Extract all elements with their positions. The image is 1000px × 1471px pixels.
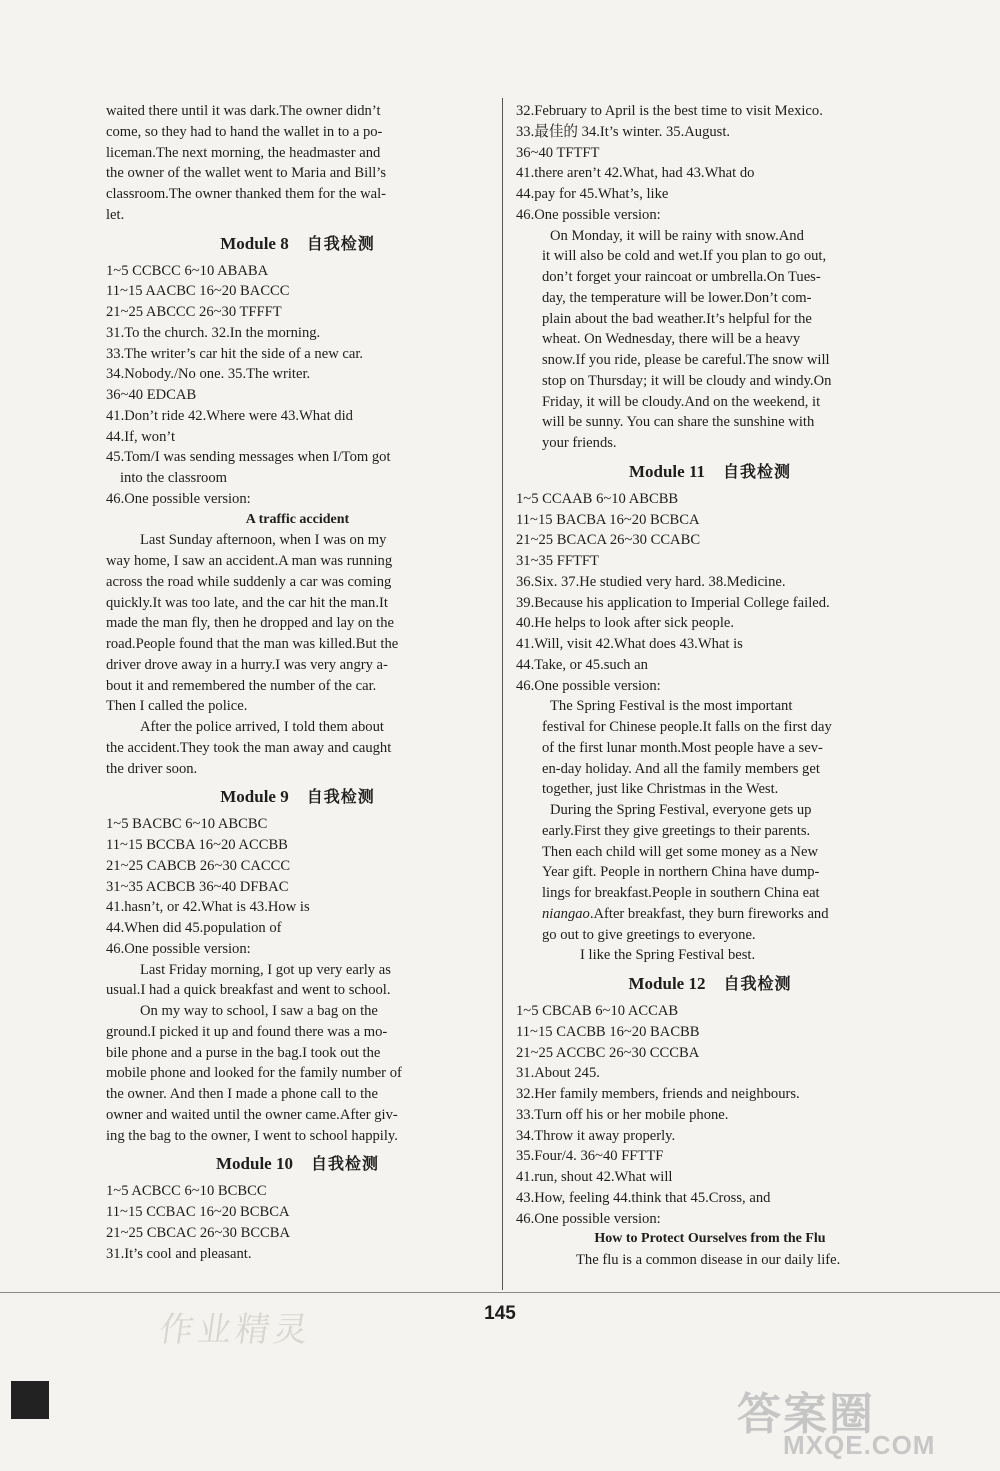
text-line: it will also be cold and wet.If you plan to go out, — [542, 248, 827, 265]
answer-line: 44.Take, or 45.such an — [516, 656, 648, 673]
answer-line: 39.Because his application to Imperial College failed. — [516, 594, 830, 611]
answer-line: 1~5 BACBC 6~10 ABCBC — [106, 816, 268, 833]
text-line: The Spring Festival is the most important — [550, 698, 793, 715]
text-line: ground.I picked it up and found there was a mo- — [106, 1023, 388, 1040]
module7-essay-ending — [106, 101, 489, 226]
module-title: Module 8 — [220, 233, 289, 253]
answer-line: 46.One possible version: — [516, 1210, 661, 1227]
text-line: the accident.They took the man away and caught — [106, 739, 392, 756]
module11-essay — [516, 696, 904, 966]
answer-line: 41.hasn’t, or 42.What is 43.How is — [106, 899, 310, 916]
text-line: don’t forget your raincoat or umbrella.On Tues- — [542, 269, 821, 285]
module-title-cn: 自我检测 — [310, 1154, 379, 1174]
answer-line: 1~5 ACBCC 6~10 BCBCC — [106, 1183, 267, 1200]
text-line: early.First they give greetings to their parents. — [542, 822, 811, 839]
module10-essay — [516, 226, 904, 454]
answer-line: 35.Four/4. 36~40 FFTTF — [516, 1148, 664, 1165]
text-line: Then each child will get some money as a New — [542, 843, 818, 860]
answer-line: 33.The writer’s car hit the side of a new car. — [106, 345, 364, 362]
answer-line: 41.run, shout 42.What will — [516, 1169, 673, 1185]
answer-line: 31.It’s cool and pleasant. — [106, 1245, 252, 1262]
italic-word: niangao — [542, 905, 590, 922]
answer-line: 46.One possible version: — [106, 940, 251, 957]
text-line: day, the temperature will be lower.Don’t com- — [542, 289, 812, 306]
answer-line: 36~40 EDCAB — [106, 387, 197, 403]
answer-line: 31~35 ACBCB 36~40 DFBAC — [106, 878, 289, 895]
text-line: driver drove away in a hurry.I was very angry a- — [106, 656, 388, 673]
text-line: usual.I had a quick breakfast and went to school. — [106, 982, 391, 999]
module12-heading — [516, 969, 904, 999]
answer-line: 11~15 AACBC 16~20 BACCC — [106, 283, 290, 300]
module-title: Module 10 — [216, 1154, 293, 1174]
text-line: road.People found that the man was killed.But the — [106, 636, 399, 652]
text-line: way home, I saw an accident.A man was running — [106, 553, 393, 569]
watermark-text: 作业精灵 — [156, 1310, 315, 1350]
text-line: the owner. And then I made a phone call to the — [106, 1086, 378, 1102]
text-fragment: .After breakfast, they burn fireworks and — [589, 905, 829, 922]
answer-line: 33.最佳的 34.It’s winter. 35.August. — [516, 123, 731, 140]
module8-answers — [106, 261, 489, 510]
text-line: together, just like Christmas in the West. — [542, 781, 779, 798]
module-title: Module 11 — [628, 461, 706, 481]
answer-line: 31~35 FFTFT — [516, 553, 599, 569]
answer-line: 46.One possible version: — [516, 206, 661, 223]
text-line: your friends. — [542, 435, 617, 451]
corner-mark — [11, 1381, 49, 1419]
left-column — [106, 101, 489, 1264]
text-line: mobile phone and looked for the family number of — [106, 1065, 402, 1082]
answer-line: 21~25 ACCBC 26~30 CCCBA — [516, 1044, 700, 1061]
module-title-cn: 自我检测 — [306, 787, 375, 807]
answer-line: 21~25 ABCCC 26~30 TFFFT — [106, 304, 282, 320]
module8-essay — [106, 530, 489, 779]
text-line: quickly.It was too late, and the car hit the man.It — [106, 594, 388, 611]
text-line: classroom.The owner thanked them for the wal- — [106, 186, 387, 202]
text-line: the driver soon. — [106, 760, 198, 777]
text-line: snow.If you ride, please be careful.The snow will — [542, 352, 830, 368]
answer-line: 33.Turn off his or her mobile phone. — [516, 1106, 729, 1123]
answer-line: 44.pay for 45.What’s, like — [516, 186, 669, 202]
text-line: let. — [106, 206, 125, 223]
text-line: will be sunny. You can share the sunshine with — [542, 414, 815, 431]
right-column — [516, 101, 904, 1271]
text-line: lings for breakfast.People in southern China eat — [542, 885, 820, 901]
text-line: come, so they had to hand the wallet in to a po- — [106, 123, 383, 140]
text-line: liceman.The next morning, the headmaster and — [106, 144, 381, 161]
answer-line: 1~5 CCBCC 6~10 ABABA — [106, 262, 269, 279]
answer-line: 11~15 CACBB 16~20 BACBB — [516, 1023, 700, 1040]
text-line: On my way to school, I saw a bag on the — [140, 1003, 378, 1019]
answer-line: 11~15 BCCBA 16~20 ACCBB — [106, 837, 288, 853]
answer-line: into the classroom — [120, 470, 228, 486]
watermark-logo-cn: 答案圈 — [737, 1389, 875, 1440]
module11-answers — [516, 489, 904, 697]
text-line: owner and waited until the owner came.After giv- — [106, 1106, 398, 1123]
answer-line: 21~25 CBCAC 26~30 BCCBA — [106, 1224, 291, 1241]
module12-answers — [516, 1001, 904, 1229]
text-line: plain about the bad weather.It’s helpful for the — [542, 310, 812, 327]
answer-line: 40.He helps to look after sick people. — [516, 615, 735, 632]
text-line: Last Friday morning, I got up very early as — [140, 961, 391, 978]
module11-heading — [516, 457, 904, 487]
text-line: the owner of the wallet went to Maria and Bill’s — [106, 165, 387, 182]
module-title-cn: 自我检测 — [306, 233, 375, 253]
answer-line: 21~25 CABCB 26~30 CACCC — [106, 857, 291, 874]
essay-title: How to Protect Ourselves from the Flu — [594, 1231, 826, 1247]
answer-line: 45.Tom/I was sending messages when I/Tom got — [106, 449, 391, 466]
answer-line: 44.If, won’t — [106, 428, 176, 445]
module-title-cn: 自我检测 — [723, 461, 792, 481]
answer-line: 34.Throw it away properly. — [516, 1127, 676, 1144]
text-line — [516, 904, 904, 925]
module9-answers — [106, 814, 489, 959]
text-line: wheat. On Wednesday, there will be a heavy — [542, 331, 801, 348]
answer-line: 41.Will, visit 42.What does 43.What is — [516, 636, 743, 652]
module10-heading — [106, 1149, 489, 1179]
text-line: stop on Thursday; it will be cloudy and windy.On — [542, 372, 832, 389]
text-line: During the Spring Festival, everyone gets up — [550, 802, 812, 818]
answer-line: 43.How, feeling 44.think that 45.Cross, and — [516, 1189, 771, 1206]
module-title-cn: 自我检测 — [723, 974, 792, 993]
text-line: bout it and remembered the number of the car. — [106, 677, 377, 694]
module8-heading — [106, 229, 489, 259]
answer-line: 1~5 CCAAB 6~10 ABCBB — [516, 490, 679, 507]
page-number: 145 — [484, 1303, 516, 1324]
text-line: across the road while suddenly a car was coming — [106, 573, 392, 590]
answer-line: 46.One possible version: — [106, 490, 251, 507]
answer-line: 32.February to April is the best time to visit Mexico. — [516, 103, 823, 119]
answer-line: 46.One possible version: — [516, 677, 661, 694]
answer-line: 44.When did 45.population of — [106, 920, 282, 936]
module9-heading — [106, 782, 489, 812]
answer-line: 21~25 BCACA 26~30 CCABC — [516, 532, 701, 549]
text-line: go out to give greetings to everyone. — [542, 926, 756, 943]
answer-line: 11~15 CCBAC 16~20 BCBCA — [106, 1204, 290, 1220]
answer-line: 41.Don’t ride 42.Where were 43.What did — [106, 407, 353, 424]
essay-title: A traffic accident — [245, 511, 350, 527]
column-divider — [502, 98, 503, 1290]
footer-rule — [0, 1292, 1000, 1293]
text-line: Then I called the police. — [106, 698, 248, 715]
text-line: I like the Spring Festival best. — [580, 947, 756, 964]
watermark-logo-en: MXQE.COM — [783, 1430, 936, 1460]
text-line: Year gift. People in northern China have dump- — [542, 864, 820, 881]
text-line: bile phone and a purse in the bag.I took out the — [106, 1044, 381, 1061]
answer-line: 11~15 BACBA 16~20 BCBCA — [516, 511, 700, 528]
text-line: The flu is a common disease in our daily life. — [576, 1252, 841, 1268]
text-line: On Monday, it will be rainy with snow.And — [550, 227, 804, 244]
text-line: Friday, it will be cloudy.And on the weekend, it — [542, 393, 821, 410]
answer-line: 31.About 245. — [516, 1065, 600, 1082]
module10-answers — [106, 1181, 489, 1264]
module10-answers-continued — [516, 101, 904, 226]
text-line: festival for Chinese people.It falls on the first day — [542, 719, 832, 735]
text-line: ing the bag to the owner, I went to school happily. — [106, 1127, 398, 1144]
text-line: en-day holiday. And all the family members get — [542, 760, 820, 777]
module-title: Module 12 — [628, 974, 706, 993]
text-line: of the first lunar month.Most people have a sev- — [542, 739, 823, 756]
answer-line: 1~5 CBCAB 6~10 ACCAB — [516, 1003, 679, 1019]
answer-line: 36.Six. 37.He studied very hard. 38.Medicine. — [516, 573, 786, 590]
answer-line: 31.To the church. 32.In the morning. — [106, 324, 321, 341]
module-title: Module 9 — [220, 787, 289, 807]
watermark-logo — [717, 1378, 962, 1466]
answer-line: 32.Her family members, friends and neighbours. — [516, 1086, 800, 1102]
answer-line: 36~40 TFTFT — [516, 144, 600, 161]
text-line: Last Sunday afternoon, when I was on my — [140, 532, 387, 549]
text-line: After the police arrived, I told them about — [140, 719, 384, 735]
module9-essay — [106, 960, 489, 1147]
answer-line: 34.Nobody./No one. 35.The writer. — [106, 366, 311, 383]
text-line: waited there until it was dark.The owner didn’t — [106, 103, 381, 119]
text-line: made the man fly, then he dropped and lay on the — [106, 615, 394, 632]
answer-line: 41.there aren’t 42.What, had 43.What do — [516, 165, 755, 182]
